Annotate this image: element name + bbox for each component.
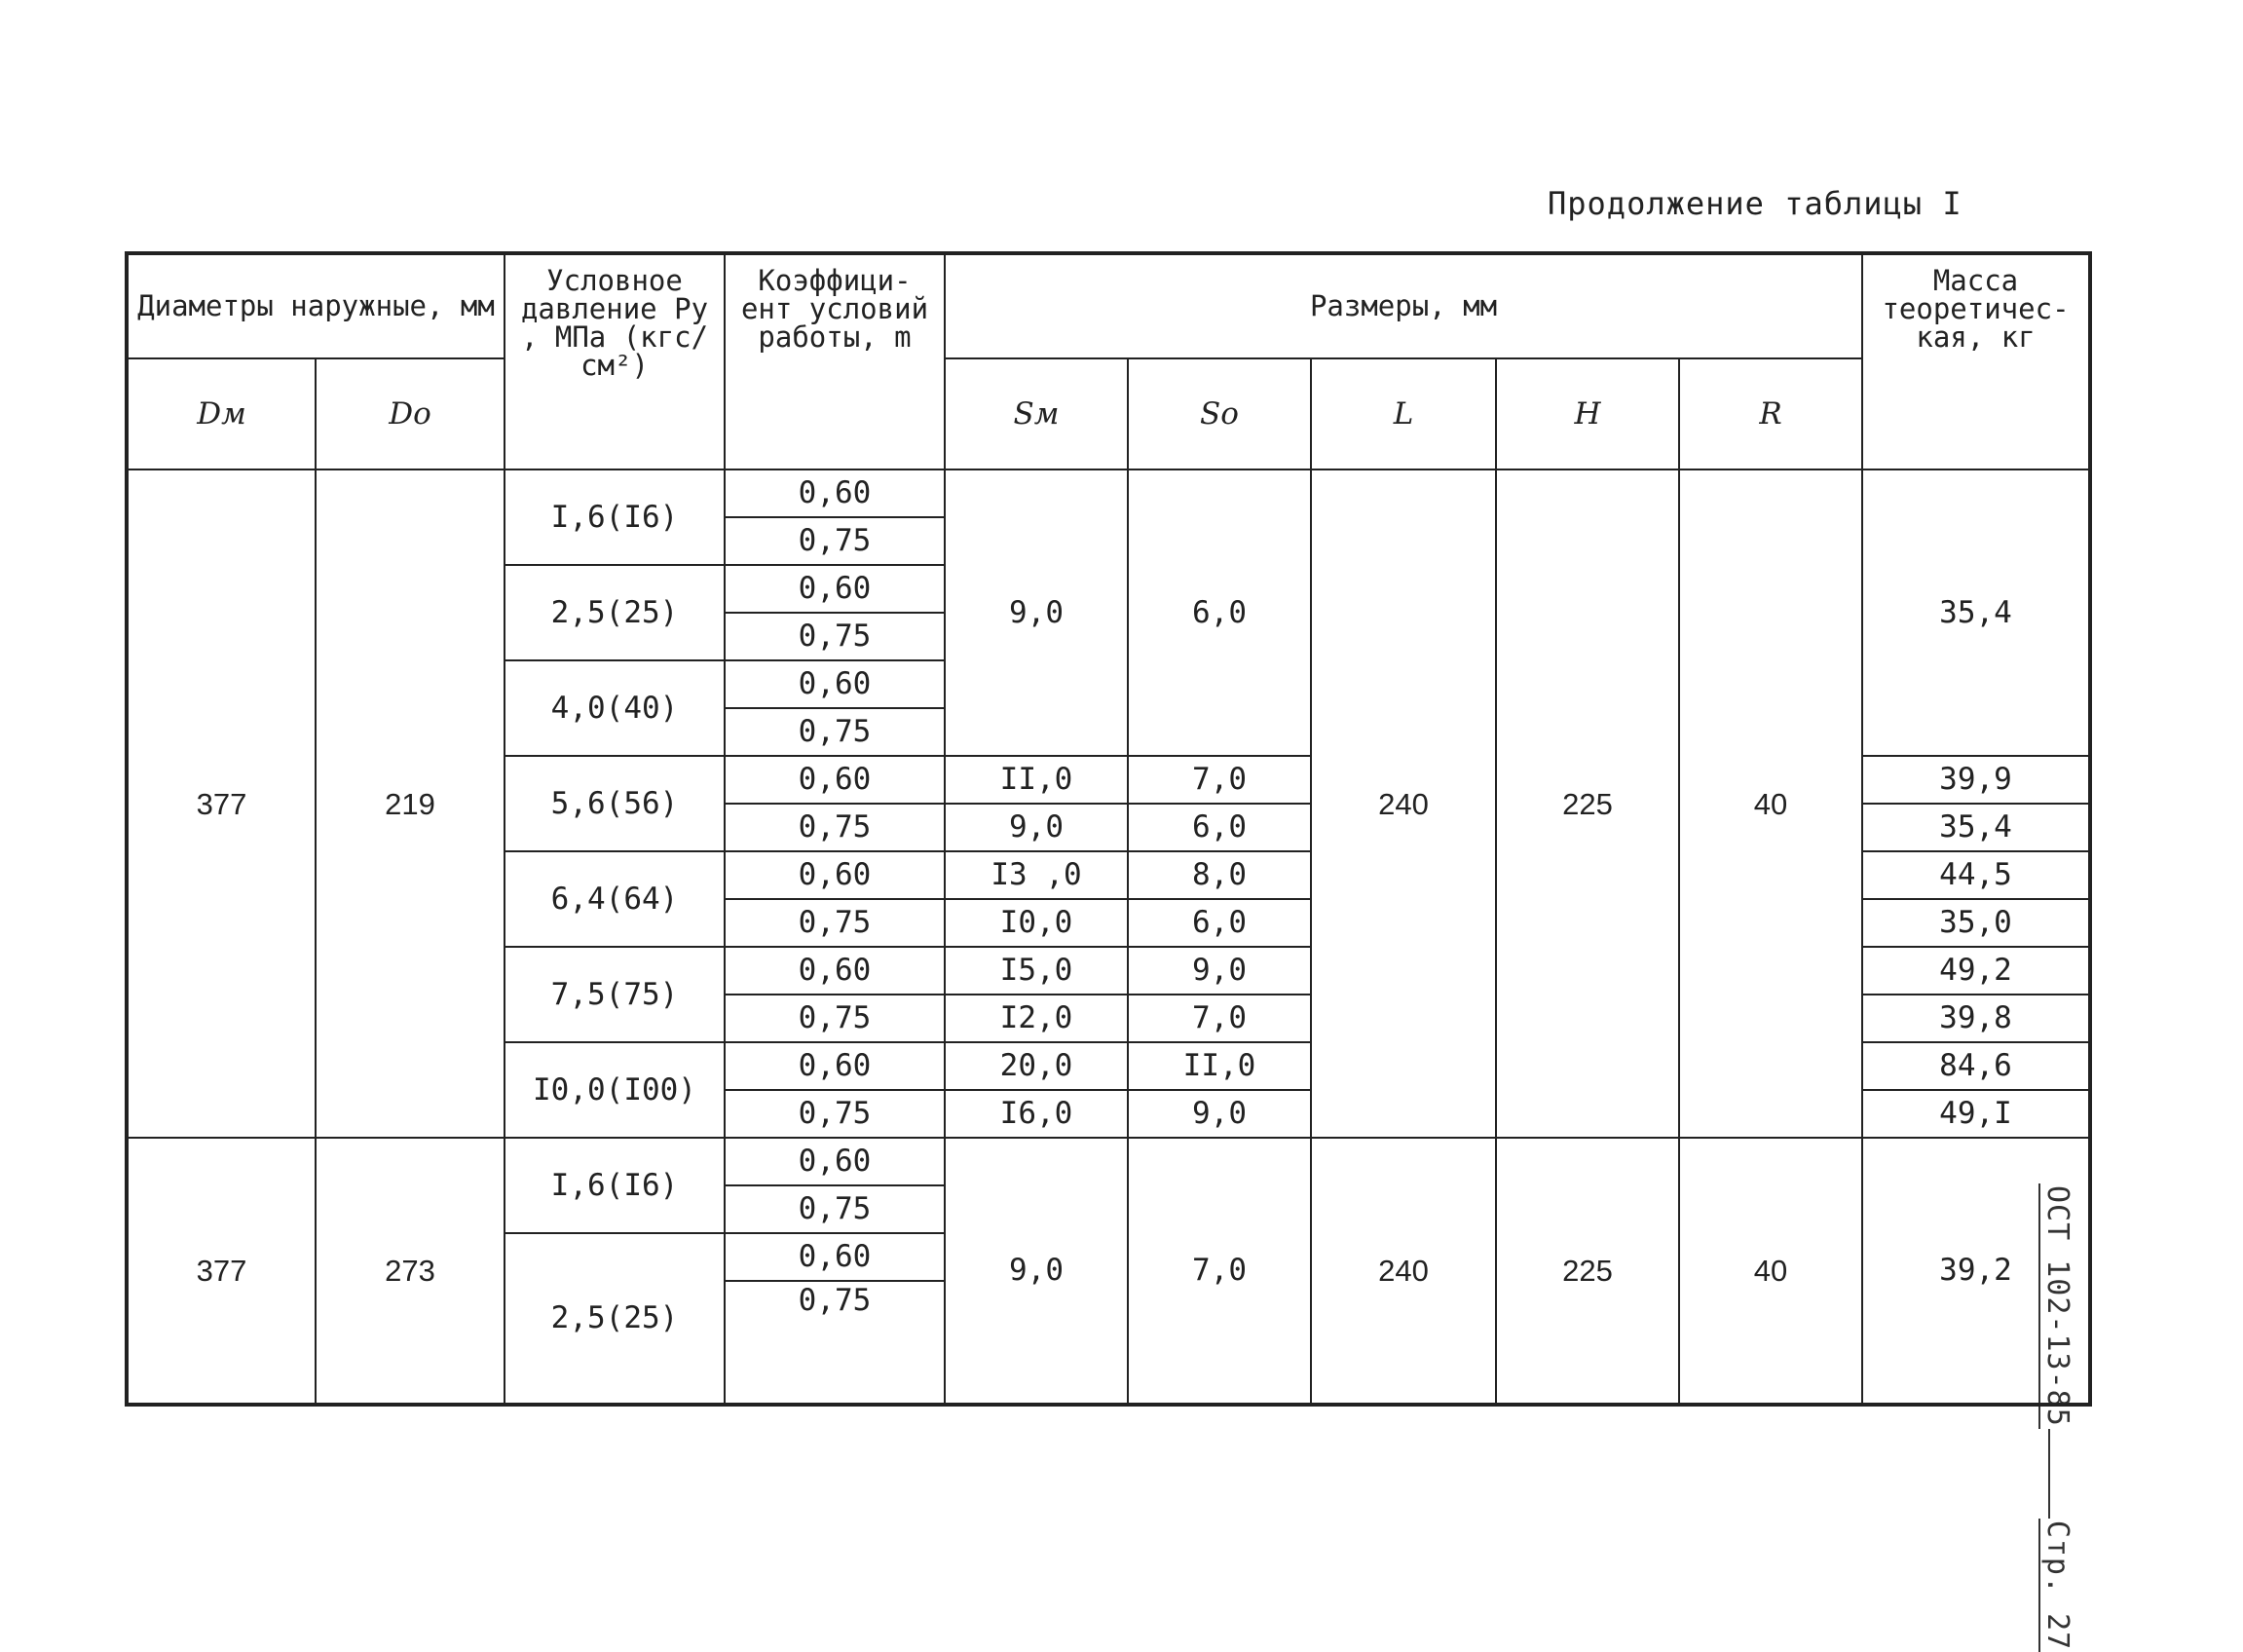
group1-coef: 0,60 xyxy=(725,469,945,517)
group1-l: 240 xyxy=(1311,469,1496,1138)
group1-coef: 0,60 xyxy=(725,947,945,995)
group2-s0: 7,0 xyxy=(1128,1138,1311,1405)
group1-pressure: I,6(I6) xyxy=(505,469,725,565)
group1-sm: I6,0 xyxy=(945,1090,1128,1138)
group1-sm-common: 9,0 xyxy=(945,469,1128,756)
group1-dm: 377 xyxy=(127,469,316,1138)
group1-pressure: I0,0(I00) xyxy=(505,1042,725,1138)
header-dimensions: Размеры, мм xyxy=(945,253,1862,358)
header-dm: Dм xyxy=(127,358,316,469)
group1-pressure: 4,0(40) xyxy=(505,660,725,756)
group1-mass-common: 35,4 xyxy=(1862,469,2090,756)
group2-l: 240 xyxy=(1311,1138,1496,1405)
group2-pressure: 2,5(25) xyxy=(505,1233,725,1405)
header-r: R xyxy=(1679,358,1862,469)
group1-coef: 0,60 xyxy=(725,565,945,613)
group1-sm: I3 ,0 xyxy=(945,851,1128,899)
group1-s0: 6,0 xyxy=(1128,899,1311,947)
header-mass: Масса теоретичес- кая, кг xyxy=(1862,253,2090,469)
group2-h: 225 xyxy=(1496,1138,1679,1405)
group1-sm: I2,0 xyxy=(945,995,1128,1042)
group1-s0: 6,0 xyxy=(1128,804,1311,851)
group1-coef: 0,60 xyxy=(725,756,945,804)
header-diameters: Диаметры наружные, мм xyxy=(127,253,505,358)
group2-r: 40 xyxy=(1679,1138,1862,1405)
header-d0: Dо xyxy=(316,358,505,469)
group2-coef: 0,75 xyxy=(725,1185,945,1233)
header-coefficient: Коэффици- ент условий работы, m xyxy=(725,253,945,469)
group1-mass: 39,9 xyxy=(1862,756,2090,804)
group1-s0: 7,0 xyxy=(1128,756,1311,804)
header-s0: So xyxy=(1128,358,1311,469)
group1-r: 40 xyxy=(1679,469,1862,1138)
group1-s0-common: 6,0 xyxy=(1128,469,1311,756)
group1-sm: I0,0 xyxy=(945,899,1128,947)
group1-sm: 9,0 xyxy=(945,804,1128,851)
group1-s0: 9,0 xyxy=(1128,947,1311,995)
group1-s0: 9,0 xyxy=(1128,1090,1311,1138)
header-h: H xyxy=(1496,358,1679,469)
header-sm: Sм xyxy=(945,358,1128,469)
group1-coef: 0,75 xyxy=(725,517,945,565)
group1-mass: 35,4 xyxy=(1862,804,2090,851)
group1-s0: II,0 xyxy=(1128,1042,1311,1090)
group1-coef: 0,60 xyxy=(725,851,945,899)
page-number: Стр. 27 xyxy=(2040,1520,2075,1651)
group1-h: 225 xyxy=(1496,469,1679,1138)
group2-sm: 9,0 xyxy=(945,1138,1128,1405)
group2-pressure: I,6(I6) xyxy=(505,1138,725,1233)
group1-sm: I5,0 xyxy=(945,947,1128,995)
group2-mass: 39,2 xyxy=(1862,1138,2090,1405)
group1-d0: 219 xyxy=(316,469,505,1138)
group1-coef: 0,75 xyxy=(725,708,945,756)
spec-table xyxy=(125,251,2092,1407)
group1-mass: 49,I xyxy=(1862,1090,2090,1138)
document-code: ОСТ 102-13-85 xyxy=(2040,1185,2075,1427)
header-pressure: Условное давление Ру , МПа (кгс/см²) xyxy=(505,253,725,469)
group2-d0: 273 xyxy=(316,1138,505,1405)
group1-mass: 49,2 xyxy=(1862,947,2090,995)
group1-s0: 8,0 xyxy=(1128,851,1311,899)
group2-coef: 0,60 xyxy=(725,1138,945,1185)
group1-pressure: 5,6(56) xyxy=(505,756,725,851)
group1-coef: 0,75 xyxy=(725,613,945,660)
group1-mass: 35,0 xyxy=(1862,899,2090,947)
group1-mass: 84,6 xyxy=(1862,1042,2090,1090)
table-continuation-title: Продолжение таблицы I xyxy=(1548,185,1963,222)
group1-coef: 0,75 xyxy=(725,899,945,947)
group2-coef: 0,60 xyxy=(725,1233,945,1281)
group1-coef: 0,60 xyxy=(725,1042,945,1090)
group1-mass: 39,8 xyxy=(1862,995,2090,1042)
group1-coef: 0,75 xyxy=(725,995,945,1042)
group1-sm: 20,0 xyxy=(945,1042,1128,1090)
group1-s0: 7,0 xyxy=(1128,995,1311,1042)
group1-sm: II,0 xyxy=(945,756,1128,804)
group1-pressure: 6,4(64) xyxy=(505,851,725,947)
group1-pressure: 2,5(25) xyxy=(505,565,725,660)
group2-coef: 0,75 xyxy=(725,1281,945,1405)
group1-mass: 44,5 xyxy=(1862,851,2090,899)
group1-coef: 0,60 xyxy=(725,660,945,708)
group1-coef: 0,75 xyxy=(725,1090,945,1138)
header-l: L xyxy=(1311,358,1496,469)
group1-pressure: 7,5(75) xyxy=(505,947,725,1042)
group1-coef: 0,75 xyxy=(725,804,945,851)
group2-dm: 377 xyxy=(127,1138,316,1405)
